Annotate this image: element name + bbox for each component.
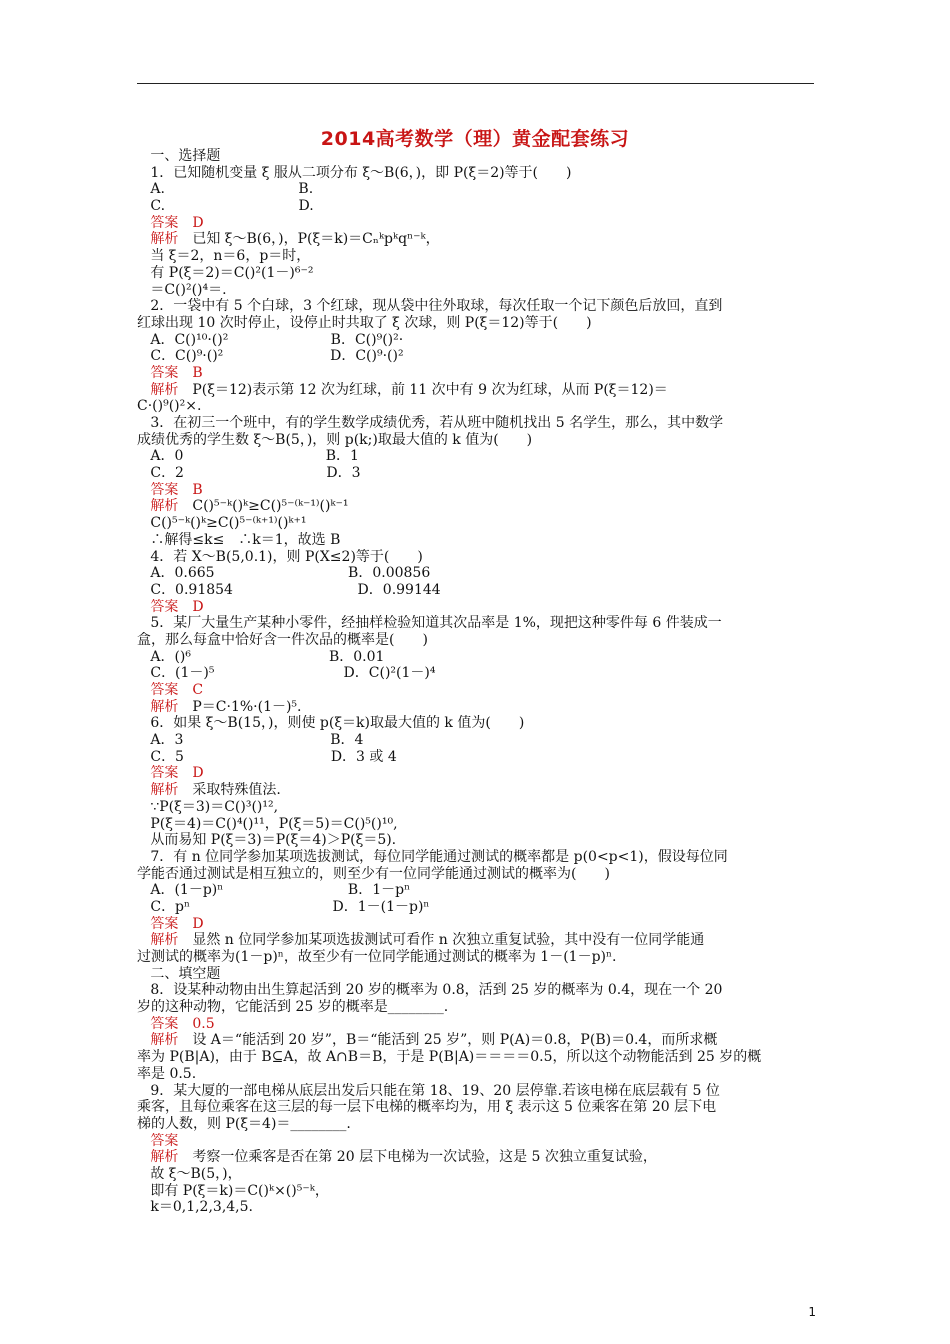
text-line: 当 ξ＝2，n＝6，p＝时，: [137, 248, 311, 265]
text-line: 有 P(ξ＝2)＝C()²(1－)⁶⁻²: [137, 264, 314, 281]
document-body: [137, 148, 815, 1216]
text-line: 解析 已知 ξ～B(6，)，P(ξ＝k)＝Cₙᵏpᵏqⁿ⁻ᵏ，: [150, 231, 440, 248]
text-line: 故 ξ～B(5，)，: [137, 1165, 242, 1182]
text-line: 1．已知随机变量 ξ 服从二项分布 ξ～B(6，)，即 P(ξ＝2)等于( ): [137, 164, 572, 181]
text-line: C．C()⁹·()² D．C()⁹·()²: [137, 348, 404, 365]
text-line: A．0.665 B．0.00856: [137, 565, 431, 582]
text-line: C．pⁿ D．1－(1－p)ⁿ: [137, 898, 430, 915]
text-line: P(ξ＝4)＝C()⁴()¹¹，P(ξ＝5)＝C()⁵()¹⁰,: [137, 815, 398, 832]
text-line: 4．若 X～B(5,0.1)，则 P(X≤2)等于( ): [137, 548, 423, 565]
page-title: 2014高考数学（理）黄金配套练习: [320, 128, 630, 150]
text-line: A．(1－p)ⁿ B．1－pⁿ: [137, 882, 411, 899]
text-line: 解析 采取特殊值法.: [150, 782, 281, 799]
text-line: 2．一袋中有 5 个白球，3 个红球，现从袋中往外取球，每次任取一个记下颜色后放回，直到: [137, 298, 723, 315]
text-line: C．2 D．3: [137, 465, 361, 482]
text-line: C()⁵⁻ᵏ()ᵏ≥C()⁵⁻⁽ᵏ⁺¹⁾()ᵏ⁺¹: [137, 515, 307, 532]
text-line: A．()⁶ B．0.01: [137, 648, 385, 665]
text-line: 红球出现 10 次时停止，设停止时共取了 ξ 次球，则 P(ξ＝12)等于( ): [137, 314, 592, 331]
text-line: 答案 B: [137, 481, 203, 498]
text-line: A. B.: [137, 181, 314, 198]
text-line: 学能否通过测试是相互独立的，则至少有一位同学能通过测试的概率为( ): [137, 865, 610, 882]
text-line: C. D.: [137, 198, 314, 215]
text-line: 即有 P(ξ＝k)＝C()ᵏ×()⁵⁻ᵏ，: [137, 1182, 329, 1199]
text-line: A．C()¹⁰·()² B．C()⁹()²·: [137, 331, 404, 348]
text-line: C．0.91854 D．0.99144: [137, 581, 441, 598]
text-line: C·()⁹()²×.: [137, 398, 202, 415]
text-line: 6．如果 ξ～B(15，)，则使 p(ξ＝k)取最大值的 k 值为( ): [137, 715, 525, 732]
header-rule: [137, 83, 814, 84]
text-line: 9．某大厦的一部电梯从底层出发后只能在第 18、19、20 层停靠.若该电梯在底层载有 5 位: [137, 1082, 720, 1099]
text-line: 解析 P(ξ＝12)表示第 12 次为红球，前 11 次中有 9 次为红球，从而 P(ξ＝12)＝: [150, 381, 668, 398]
text-line: A．0 B．1: [137, 448, 359, 465]
text-line: 解析 P＝C·1%·(1－)⁵.: [150, 698, 302, 715]
text-line: k＝0,1,2,3,4,5.: [137, 1199, 253, 1216]
text-line: C．(1－)⁵ D．C()²(1－)⁴: [137, 665, 436, 682]
text-line: 3．在初三一个班中，有的学生数学成绩优秀，若从班中随机找出 5 名学生，那么，其中数学: [137, 415, 724, 431]
text-line: 答案 D: [137, 915, 204, 932]
text-line: 解析 显然 n 位同学参加某项选拔测试可看作 n 次独立重复试验，其中没有一位同学能通: [150, 932, 705, 949]
text-line: 答案 C: [137, 682, 204, 698]
text-line: ＝C()²()⁴＝.: [137, 281, 227, 298]
text-line: 一、选择题: [137, 148, 221, 164]
text-line: 答案: [137, 1132, 179, 1149]
text-line: 岁的这种动物，它能活到 25 岁的概率是________.: [137, 999, 449, 1016]
text-line: 答案 D: [137, 214, 204, 231]
text-line: 解析 C()⁵⁻ᵏ()ᵏ≥C()⁵⁻⁽ᵏ⁻¹⁾()ᵏ⁻¹: [150, 498, 349, 515]
page-number: 1: [808, 1305, 816, 1319]
text-line: A．3 B．4: [137, 732, 364, 749]
text-line: C．5 D．3 或 4: [137, 748, 397, 765]
text-line: 答案 D: [137, 765, 204, 782]
text-line: ∵P(ξ＝3)＝C()³()¹²,: [137, 798, 279, 815]
text-line: 解析 考察一位乘客是否在第 20 层下电梯为一次试验，这是 5 次独立重复试验，: [150, 1149, 657, 1166]
text-line: 解析 设 A＝“能活到 20 岁”，B＝“能活到 25 岁”，则 P(A)＝0.8，P(B)＝0.4，而所求概: [150, 1032, 718, 1049]
text-line: 二、填空题: [137, 965, 221, 982]
text-line: 率是 0.5.: [137, 1065, 197, 1082]
text-line: ∴解得≤k≤ ∴k＝1，故选 B: [137, 531, 341, 548]
text-line: 答案 B: [137, 364, 203, 381]
text-line: 过测试的概率为(1－p)ⁿ，故至少有一位同学能通过测试的概率为 1－(1－p)ⁿ.: [137, 949, 617, 965]
text-line: 从而易知 P(ξ＝3)＝P(ξ＝4)＞P(ξ＝5).: [137, 832, 397, 849]
text-line: 盒，那么每盒中恰好含一件次品的概率是( ): [137, 631, 428, 648]
text-line: 梯的人数，则 P(ξ＝4)＝________.: [137, 1115, 351, 1132]
text-line: 8．设某种动物由出生算起活到 20 岁的概率为 0.8，活到 25 岁的概率为 0.4，现在一个 20: [137, 982, 723, 999]
text-line: 乘客，且每位乘客在这三层的每一层下电梯的概率均为，用 ξ 表示这 5 位乘客在第 20 层下电: [137, 1099, 717, 1116]
text-line: 答案 0.5: [137, 1015, 215, 1032]
text-line: 率为 P(B|A)，由于 B⊆A，故 A∩B＝B，于是 P(B|A)＝＝＝＝0.5，所以这个动物能活到 25 岁的概: [137, 1049, 762, 1066]
text-line: 7．有 n 位同学参加某项选拔测试，每位同学能通过测试的概率都是 p(0<p<1)，假设每位同: [137, 848, 728, 865]
text-line: 5．某厂大量生产某种小零件，经抽样检验知道其次品率是 1%，现把这种零件每 6 件装成一: [137, 615, 722, 632]
text-line: 答案 D: [137, 598, 204, 615]
text-line: 成绩优秀的学生数 ξ～B(5，)，则 p(k;)取最大值的 k 值为( ): [137, 431, 533, 448]
